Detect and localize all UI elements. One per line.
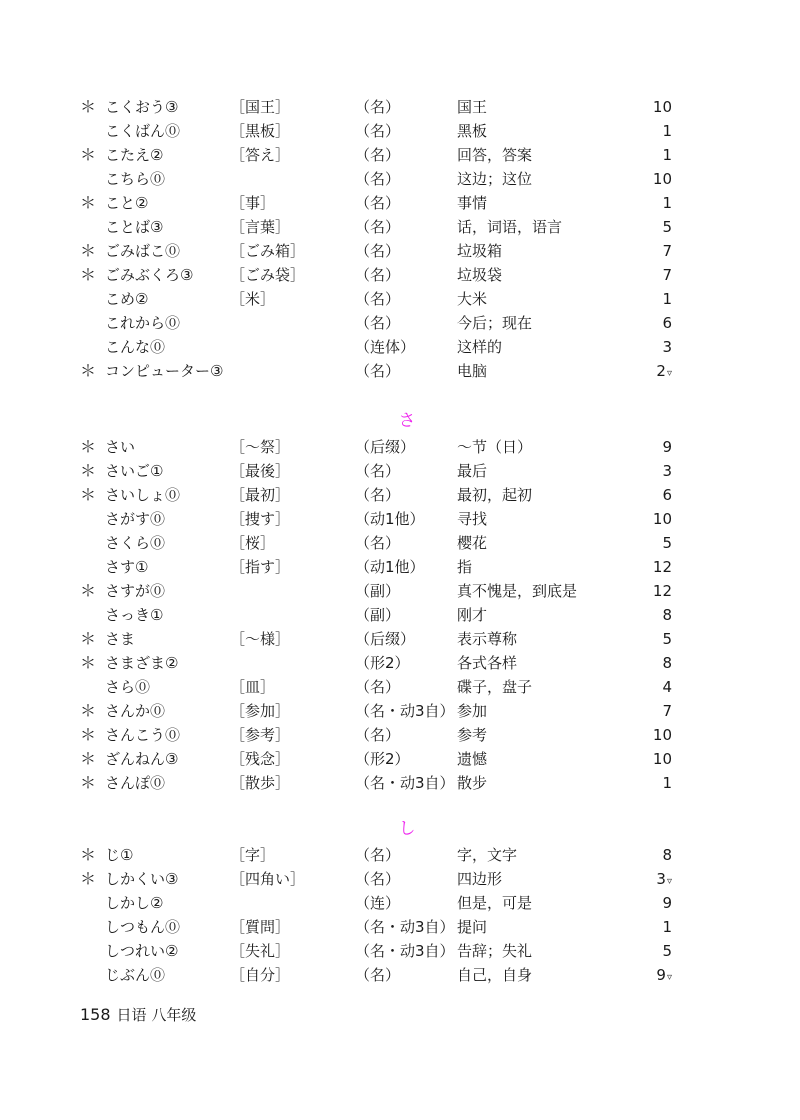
lesson-number xyxy=(653,747,672,771)
new-word-star-icon: ＊ xyxy=(80,145,97,164)
word-meaning: 提问 xyxy=(457,918,488,936)
part-of-speech: （名・动3自） xyxy=(355,774,455,792)
word-reading: さくら⓪ xyxy=(105,534,166,552)
part-of-speech: （后缀） xyxy=(355,630,416,648)
lesson-number xyxy=(653,723,672,747)
part-of-speech: （形2） xyxy=(355,750,410,768)
new-word-star-icon: ＊ xyxy=(80,581,97,600)
lesson-number xyxy=(662,119,672,143)
vocab-section-shi xyxy=(0,815,800,987)
vocab-row xyxy=(0,747,800,771)
word-reading: さま xyxy=(105,630,136,648)
word-kanji: ［四角い］ xyxy=(230,870,306,888)
new-word-star-icon: ＊ xyxy=(80,869,97,888)
part-of-speech: （名・动3自） xyxy=(355,702,455,720)
part-of-speech: （名） xyxy=(355,194,401,212)
word-meaning: 参加 xyxy=(457,702,488,720)
vocab-row xyxy=(0,311,800,335)
word-kanji: ［散歩］ xyxy=(230,774,291,792)
lesson-number xyxy=(662,483,672,507)
word-kanji: ［捜す］ xyxy=(230,510,291,528)
lesson-number-value: 5 xyxy=(662,630,672,648)
part-of-speech: （后缀） xyxy=(355,438,416,456)
vocab-section-sa xyxy=(0,407,800,795)
lesson-number-value: 10 xyxy=(652,750,672,768)
word-kanji: ［皿］ xyxy=(230,678,276,696)
word-reading: こくおう③ xyxy=(105,98,179,116)
part-of-speech: （连体） xyxy=(355,338,416,356)
lesson-number xyxy=(662,603,672,627)
vocab-row xyxy=(0,435,800,459)
vocab-row xyxy=(0,723,800,747)
word-kanji: ［黒板］ xyxy=(230,122,291,140)
word-reading: コンピューター③ xyxy=(105,362,224,380)
new-word-star-icon: ＊ xyxy=(80,701,97,720)
part-of-speech: （名・动3自） xyxy=(355,918,455,936)
word-kanji: ［事］ xyxy=(230,194,276,212)
vocab-row xyxy=(0,143,800,167)
lesson-number-value: 5 xyxy=(662,534,672,552)
vocab-row xyxy=(0,215,800,239)
word-meaning: 垃圾箱 xyxy=(457,242,503,260)
lesson-number-value: 9 xyxy=(656,966,666,984)
vocab-row xyxy=(0,95,800,119)
lesson-number xyxy=(662,651,672,675)
part-of-speech: （名） xyxy=(355,534,401,552)
part-of-speech: （名） xyxy=(355,362,401,380)
lesson-number-value: 8 xyxy=(662,846,672,864)
lesson-number-value: 1 xyxy=(662,122,672,140)
triangle-mark-icon: ▿ xyxy=(666,368,672,379)
part-of-speech: （名） xyxy=(355,218,401,236)
lesson-number xyxy=(662,843,672,867)
vocab-row xyxy=(0,603,800,627)
part-of-speech: （名） xyxy=(355,462,401,480)
lesson-number xyxy=(662,891,672,915)
lesson-number xyxy=(662,287,672,311)
lesson-number-value: 1 xyxy=(662,290,672,308)
word-meaning: 自己，自身 xyxy=(457,966,533,984)
triangle-mark-icon: ▿ xyxy=(666,972,672,983)
vocab-row xyxy=(0,167,800,191)
lesson-number xyxy=(656,963,672,990)
lesson-number xyxy=(653,579,672,603)
lesson-number xyxy=(662,239,672,263)
word-reading: こくばん⓪ xyxy=(105,122,181,140)
word-reading: さす① xyxy=(105,558,149,576)
lesson-number xyxy=(653,167,672,191)
word-reading: こと② xyxy=(105,194,149,212)
lesson-number xyxy=(656,359,672,386)
word-reading: さいしょ⓪ xyxy=(105,486,181,504)
vocab-row xyxy=(0,507,800,531)
lesson-number xyxy=(662,459,672,483)
new-word-star-icon: ＊ xyxy=(80,437,97,456)
word-reading: ごみぶくろ③ xyxy=(105,266,194,284)
lesson-number xyxy=(662,215,672,239)
lesson-number-value: 9 xyxy=(662,894,672,912)
section-heading-sa: さ xyxy=(398,411,416,431)
lesson-number-value: 3 xyxy=(662,338,672,356)
vocab-section-ko xyxy=(0,95,800,383)
word-reading: じぶん⓪ xyxy=(105,966,166,984)
vocab-row xyxy=(0,119,800,143)
word-kanji: ［残念］ xyxy=(230,750,291,768)
vocab-row xyxy=(0,891,800,915)
lesson-number-value: 12 xyxy=(652,582,672,600)
vocab-row xyxy=(0,915,800,939)
word-kanji: ［言葉］ xyxy=(230,218,291,236)
lesson-number-value: 3 xyxy=(662,462,672,480)
new-word-star-icon: ＊ xyxy=(80,629,97,648)
word-meaning: 但是，可是 xyxy=(457,894,533,912)
vocab-row xyxy=(0,555,800,579)
word-reading: さい xyxy=(105,438,136,456)
new-word-star-icon: ＊ xyxy=(80,749,97,768)
word-meaning: 告辞；失礼 xyxy=(457,942,533,960)
word-reading: ざんねん③ xyxy=(105,750,179,768)
word-meaning: 电脑 xyxy=(457,362,488,380)
word-meaning: 各式各样 xyxy=(457,654,518,672)
vocab-row xyxy=(0,675,800,699)
word-kanji: ［国王］ xyxy=(230,98,291,116)
word-meaning: 樱花 xyxy=(457,534,488,552)
book-title: 日语 八年级 xyxy=(116,1006,197,1024)
word-kanji: ［最後］ xyxy=(230,462,291,480)
part-of-speech: （名） xyxy=(355,870,401,888)
word-reading: これから⓪ xyxy=(105,314,181,332)
word-reading: さがす⓪ xyxy=(105,510,166,528)
word-reading: しつもん⓪ xyxy=(105,918,181,936)
vocab-row xyxy=(0,335,800,359)
word-reading: さっき① xyxy=(105,606,164,624)
lesson-number-value: 8 xyxy=(662,606,672,624)
vocab-row xyxy=(0,771,800,795)
lesson-number xyxy=(662,311,672,335)
lesson-number-value: 8 xyxy=(662,654,672,672)
word-kanji: ［最初］ xyxy=(230,486,291,504)
page-footer xyxy=(80,1003,196,1027)
lesson-number-value: 12 xyxy=(652,558,672,576)
lesson-number-value: 10 xyxy=(652,98,672,116)
word-kanji: ［ごみ箱］ xyxy=(230,242,306,260)
word-reading: さんか⓪ xyxy=(105,702,166,720)
lesson-number xyxy=(662,531,672,555)
lesson-number-value: 5 xyxy=(662,218,672,236)
new-word-star-icon: ＊ xyxy=(80,265,97,284)
lesson-number-value: 7 xyxy=(662,702,672,720)
new-word-star-icon: ＊ xyxy=(80,361,97,380)
vocab-row xyxy=(0,263,800,287)
lesson-number xyxy=(662,939,672,963)
vocab-row xyxy=(0,843,800,867)
word-kanji: ［答え］ xyxy=(230,146,291,164)
new-word-star-icon: ＊ xyxy=(80,97,97,116)
lesson-number xyxy=(662,675,672,699)
word-meaning: 话，词语，语言 xyxy=(457,218,563,236)
word-meaning: 表示尊称 xyxy=(457,630,518,648)
word-kanji: ［字］ xyxy=(230,846,276,864)
lesson-number-value: 3 xyxy=(656,870,666,888)
lesson-number xyxy=(662,191,672,215)
word-meaning: 这边；这位 xyxy=(457,170,533,188)
word-reading: さすが⓪ xyxy=(105,582,166,600)
new-word-star-icon: ＊ xyxy=(80,485,97,504)
word-meaning: 四边形 xyxy=(457,870,503,888)
lesson-number-value: 1 xyxy=(662,774,672,792)
lesson-number-value: 1 xyxy=(662,194,672,212)
part-of-speech: （动1他） xyxy=(355,558,425,576)
lesson-number-value: 1 xyxy=(662,918,672,936)
vocab-row xyxy=(0,699,800,723)
part-of-speech: （副） xyxy=(355,582,401,600)
part-of-speech: （名） xyxy=(355,314,401,332)
word-kanji: ［失礼］ xyxy=(230,942,291,960)
lesson-number-value: 4 xyxy=(662,678,672,696)
word-meaning: ～节（日） xyxy=(457,438,533,456)
word-kanji: ［参考］ xyxy=(230,726,291,744)
vocab-row xyxy=(0,287,800,311)
vocab-row xyxy=(0,867,800,891)
vocab-row xyxy=(0,239,800,263)
part-of-speech: （名・动3自） xyxy=(355,942,455,960)
lesson-number-value: 7 xyxy=(662,242,672,260)
section-heading-shi: し xyxy=(398,819,416,839)
lesson-number xyxy=(662,143,672,167)
part-of-speech: （名） xyxy=(355,486,401,504)
lesson-number xyxy=(662,263,672,287)
part-of-speech: （名） xyxy=(355,122,401,140)
word-meaning: 参考 xyxy=(457,726,488,744)
word-meaning: 今后；现在 xyxy=(457,314,533,332)
word-meaning: 碟子，盘子 xyxy=(457,678,533,696)
lesson-number-value: 10 xyxy=(652,170,672,188)
word-reading: しかくい③ xyxy=(105,870,179,888)
new-word-star-icon: ＊ xyxy=(80,725,97,744)
lesson-number xyxy=(662,699,672,723)
new-word-star-icon: ＊ xyxy=(80,773,97,792)
new-word-star-icon: ＊ xyxy=(80,461,97,480)
lesson-number-value: 5 xyxy=(662,942,672,960)
part-of-speech: （名） xyxy=(355,846,401,864)
part-of-speech: （名） xyxy=(355,726,401,744)
word-meaning: 散步 xyxy=(457,774,488,792)
word-reading: こめ② xyxy=(105,290,149,308)
word-reading: こちら⓪ xyxy=(105,170,166,188)
word-meaning: 最后 xyxy=(457,462,488,480)
word-meaning: 刚才 xyxy=(457,606,488,624)
word-meaning: 垃圾袋 xyxy=(457,266,503,284)
part-of-speech: （名） xyxy=(355,290,401,308)
word-meaning: 字，文字 xyxy=(457,846,518,864)
word-kanji: ［自分］ xyxy=(230,966,291,984)
word-reading: しかし② xyxy=(105,894,164,912)
part-of-speech: （名） xyxy=(355,266,401,284)
new-word-star-icon: ＊ xyxy=(80,193,97,212)
word-reading: ことば③ xyxy=(105,218,164,236)
word-kanji: ［～様］ xyxy=(230,630,291,648)
word-meaning: 国王 xyxy=(457,98,488,116)
word-reading: さんこう⓪ xyxy=(105,726,181,744)
lesson-number-value: 9 xyxy=(662,438,672,456)
word-meaning: 寻找 xyxy=(457,510,488,528)
vocab-row xyxy=(0,459,800,483)
word-meaning: 最初，起初 xyxy=(457,486,533,504)
lesson-number-value: 2 xyxy=(656,362,666,380)
new-word-star-icon: ＊ xyxy=(80,241,97,260)
part-of-speech: （名） xyxy=(355,242,401,260)
lesson-number xyxy=(662,915,672,939)
new-word-star-icon: ＊ xyxy=(80,845,97,864)
word-reading: こたえ② xyxy=(105,146,164,164)
vocab-row xyxy=(0,963,800,987)
lesson-number-value: 6 xyxy=(662,314,672,332)
part-of-speech: （连） xyxy=(355,894,401,912)
vocab-row xyxy=(0,191,800,215)
word-reading: さまざま② xyxy=(105,654,179,672)
word-kanji: ［参加］ xyxy=(230,702,291,720)
lesson-number-value: 10 xyxy=(652,510,672,528)
word-reading: さんぽ⓪ xyxy=(105,774,166,792)
vocab-row xyxy=(0,651,800,675)
word-reading: こんな⓪ xyxy=(105,338,166,356)
part-of-speech: （名） xyxy=(355,966,401,984)
part-of-speech: （形2） xyxy=(355,654,410,672)
vocab-row xyxy=(0,359,800,383)
lesson-number xyxy=(653,95,672,119)
word-kanji: ［質問］ xyxy=(230,918,291,936)
word-reading: ごみばこ⓪ xyxy=(105,242,181,260)
vocab-row xyxy=(0,579,800,603)
lesson-number-value: 1 xyxy=(662,146,672,164)
word-kanji: ［ごみ袋］ xyxy=(230,266,306,284)
vocab-row xyxy=(0,939,800,963)
word-meaning: 这样的 xyxy=(457,338,503,356)
word-meaning: 遗憾 xyxy=(457,750,488,768)
triangle-mark-icon: ▿ xyxy=(666,876,672,887)
part-of-speech: （动1他） xyxy=(355,510,425,528)
vocab-row xyxy=(0,531,800,555)
word-meaning: 黑板 xyxy=(457,122,488,140)
word-kanji: ［指す］ xyxy=(230,558,291,576)
word-meaning: 真不愧是，到底是 xyxy=(457,582,578,600)
lesson-number xyxy=(662,771,672,795)
part-of-speech: （名） xyxy=(355,98,401,116)
lesson-number-value: 10 xyxy=(652,726,672,744)
word-meaning: 大米 xyxy=(457,290,488,308)
part-of-speech: （名） xyxy=(355,678,401,696)
part-of-speech: （名） xyxy=(355,146,401,164)
word-kanji: ［桜］ xyxy=(230,534,276,552)
lesson-number xyxy=(653,507,672,531)
vocab-row xyxy=(0,483,800,507)
word-reading: さいご① xyxy=(105,462,164,480)
lesson-number xyxy=(656,867,672,894)
word-meaning: 事情 xyxy=(457,194,488,212)
part-of-speech: （副） xyxy=(355,606,401,624)
word-meaning: 回答，答案 xyxy=(457,146,533,164)
lesson-number-value: 7 xyxy=(662,266,672,284)
word-reading: さら⓪ xyxy=(105,678,151,696)
lesson-number xyxy=(653,555,672,579)
lesson-number-value: 6 xyxy=(662,486,672,504)
lesson-number xyxy=(662,335,672,359)
new-word-star-icon: ＊ xyxy=(80,653,97,672)
word-kanji: ［米］ xyxy=(230,290,276,308)
part-of-speech: （名） xyxy=(355,170,401,188)
page-number: 158 xyxy=(80,1005,111,1024)
lesson-number xyxy=(662,435,672,459)
vocab-row xyxy=(0,627,800,651)
word-reading: じ① xyxy=(105,846,134,864)
lesson-number xyxy=(662,627,672,651)
word-kanji: ［～祭］ xyxy=(230,438,291,456)
word-meaning: 指 xyxy=(457,558,473,576)
word-reading: しつれい② xyxy=(105,942,179,960)
